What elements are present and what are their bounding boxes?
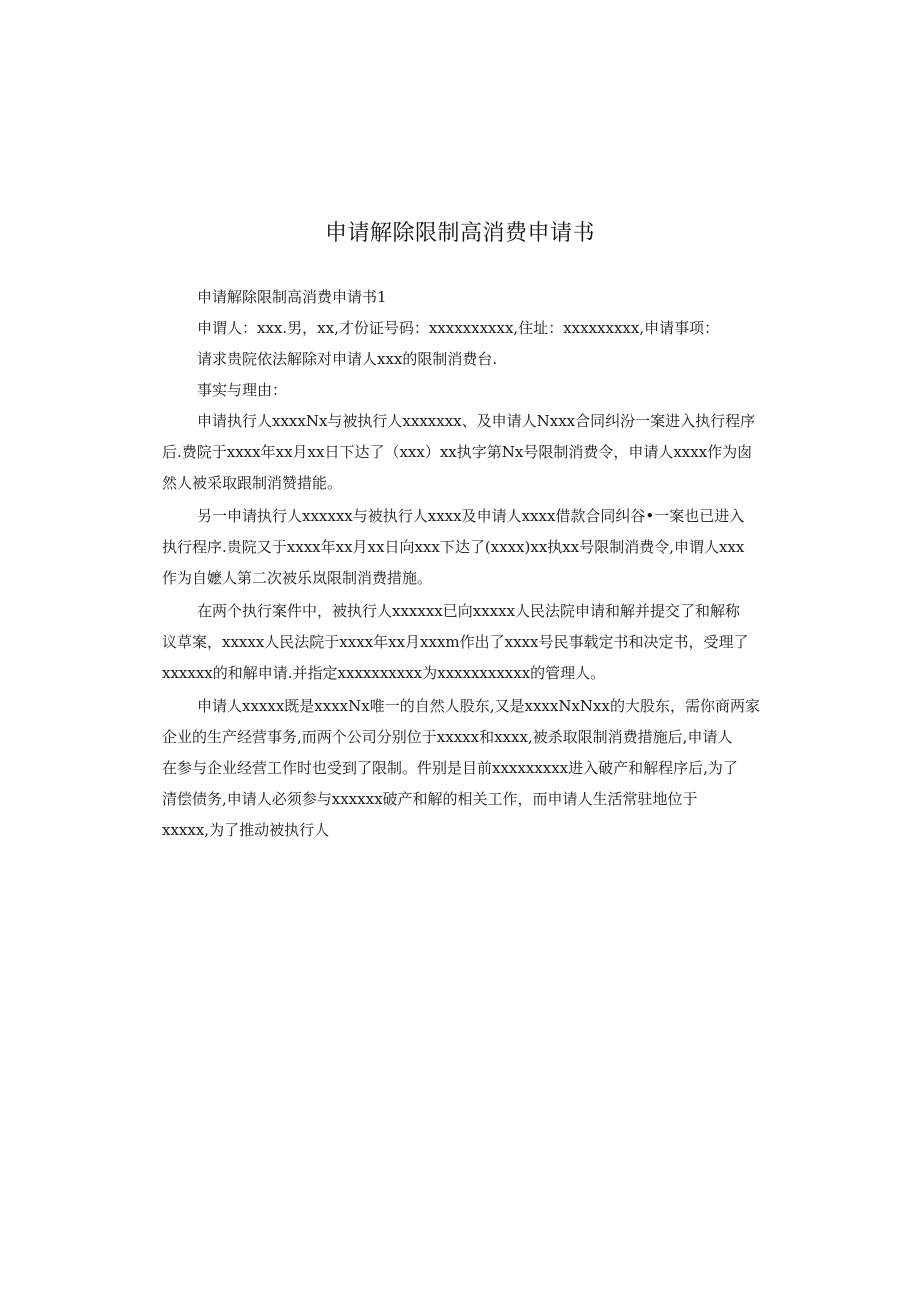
applicant-info-line: 申谓人：xxx.男，xx,才份证号码：xxxxxxxxxx,住址：xxxxxxxxx,申请事项：: [197, 319, 720, 337]
document-title: 申请解除限制高消费申请书: [324, 221, 595, 246]
document-subtitle: 申请解除限制高消费申请书1: [197, 288, 387, 306]
paragraph-1: [162, 406, 762, 499]
request-line: 请求贵院依法解除对申请人xxx的限制消费台.: [197, 350, 498, 368]
paragraph-line: 在参与企业经营工作时也受到了限制。件别是目前xxxxxxxxx进入破产和解程序后,为了: [162, 759, 738, 777]
paragraph-4: [162, 691, 762, 846]
paragraph-line: 申请执行人xxxxNx与被执行人xxxxxxx、及申请人Nxxx合同纠汾一案进入执行程序: [197, 412, 756, 430]
paragraph-line: 企业的生产经营事务,而两个公司分别位于xxxxx和xxxx,被杀取限制消费措施后,申请人: [162, 728, 733, 746]
paragraph-3: [162, 596, 762, 689]
paragraph-2: [162, 501, 762, 594]
paragraph-line: xxxxxx的和解申请.并指定xxxxxxxxxx为xxxxxxxxxxx的管理人。: [162, 664, 606, 682]
paragraph-line: 后.费院于xxxx年xx月xx日下达了（xxx）xx执字第Nx号限制消费令，申请人xxxx作为囱: [162, 443, 753, 461]
paragraph-line: 议草案，xxxxx人民法院于xxxx年xx月xxxm作出了xxxx号民事载定书和决定书，受理了: [162, 633, 749, 651]
paragraph-line: 在两个执行案件中，被执行人xxxxxx已向xxxxx人民法院申请和解并提交了和解称: [197, 602, 741, 620]
paragraph-line: 申请人xxxxx既是xxxxNx唯一的自然人股东,又是xxxxNxNxx的大股东，需你商两家: [197, 697, 760, 715]
paragraph-line: 清偿债务,申请人必须参与xxxxxx破产和解的相关工作，而申请人生活常驻地位于: [162, 790, 698, 808]
paragraph-line: 另一申请执行人xxxxxx与被执行人xxxx及申请人xxxx借款合同纠谷•一案也已进入: [197, 507, 745, 525]
paragraph-line: 执行程序.贵院又于xxxx年xx月xx日向xxx下达了(xxxx)xx执xx号限制消费令,申谓人xxx: [162, 538, 745, 556]
paragraph-line: 然人被采取跟制消赞措能。: [162, 474, 343, 492]
document-body: [162, 282, 762, 848]
paragraph-line: 作为自嬷人第二次被乐岚限制消费措施。: [162, 569, 433, 587]
paragraph-line: xxxxx,为了推动被执行人: [162, 821, 330, 839]
facts-heading: 事实与理由：: [197, 381, 288, 399]
